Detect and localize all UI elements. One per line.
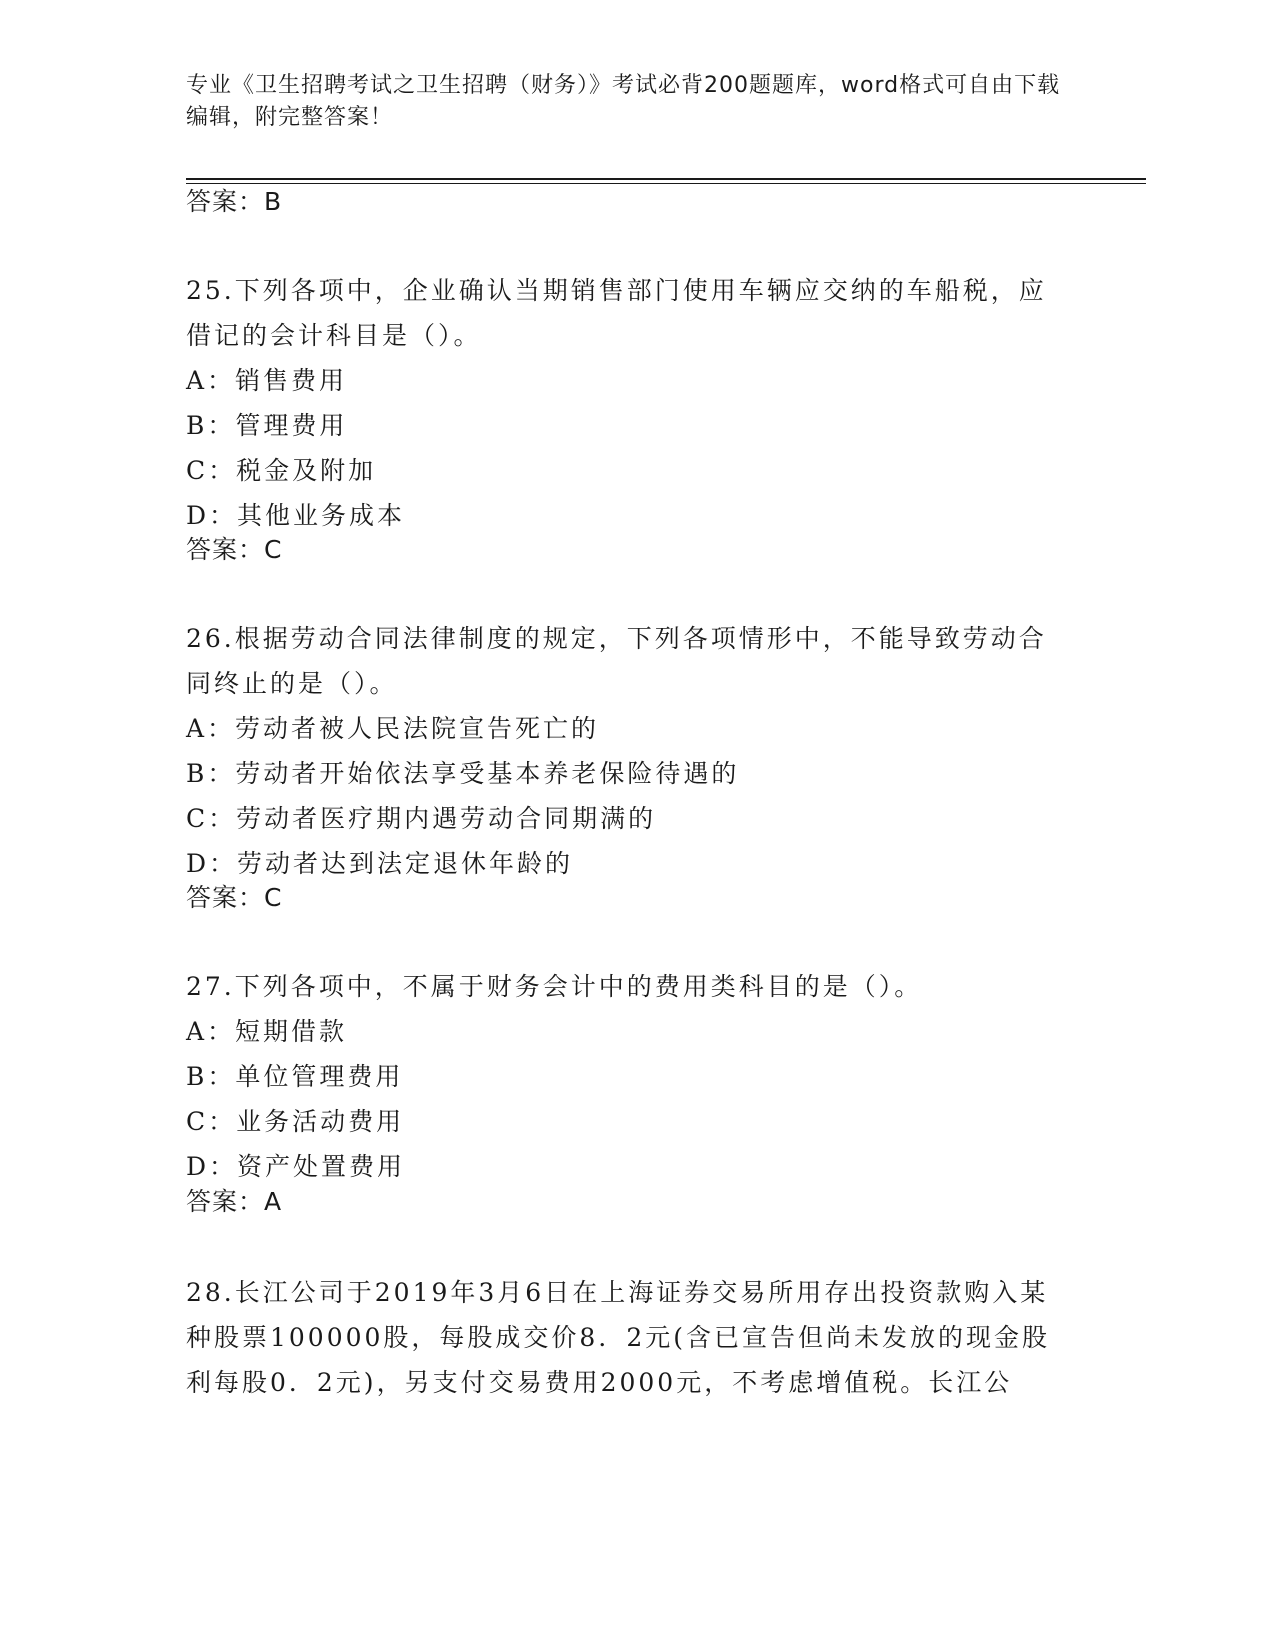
option-d: D：资产处置费用 [186, 1152, 406, 1181]
option-d: D：其他业务成本 [186, 501, 406, 530]
question-26 [186, 616, 1066, 886]
header-rule-thin [186, 183, 1146, 184]
option-b: B：劳动者开始依法享受基本养老保险待遇的 [186, 759, 740, 788]
answer-26: 答案：C [186, 883, 283, 912]
option-c: C：业务活动费用 [186, 1107, 405, 1136]
option-a: A：销售费用 [186, 366, 348, 395]
question-stem: 28.长江公司于2019年3月6日在上海证券交易所用存出投资款购入某种股票100000股，每股成交价8．2元(含已宣告但尚未发放的现金股利每股0．2元)，另支付交易费用2000元，不考虑增值税。长江公 [186, 1278, 1051, 1397]
question-stem: 26.根据劳动合同法律制度的规定，下列各项情形中，不能导致劳动合同终止的是（）。 [186, 624, 1047, 698]
answer-25: 答案：C [186, 535, 283, 564]
option-b: B：管理费用 [186, 411, 348, 440]
header-rule [186, 178, 1146, 180]
option-d: D：劳动者达到法定退休年龄的 [186, 849, 574, 878]
question-stem: 27.下列各项中，不属于财务会计中的费用类科目的是（）。 [186, 972, 923, 1001]
option-a: A：短期借款 [186, 1017, 348, 1046]
question-27 [186, 964, 1066, 1189]
answer-27: 答案：A [186, 1187, 283, 1216]
question-28 [186, 1270, 1066, 1405]
answer-prev: 答案：B [186, 187, 283, 216]
question-stem: 25.下列各项中，企业确认当期销售部门使用车辆应交纳的车船税，应借记的会计科目是（）。 [186, 276, 1047, 350]
option-b: B：单位管理费用 [186, 1062, 404, 1091]
question-25 [186, 268, 1066, 538]
option-c: C：税金及附加 [186, 456, 377, 485]
page-header: 专业《卫生招聘考试之卫生招聘（财务）》考试必背200题题库，word格式可自由下载编辑，附完整答案！ [186, 73, 1061, 130]
option-c: C：劳动者医疗期内遇劳动合同期满的 [186, 804, 657, 833]
option-a: A：劳动者被人民法院宣告死亡的 [186, 714, 600, 743]
